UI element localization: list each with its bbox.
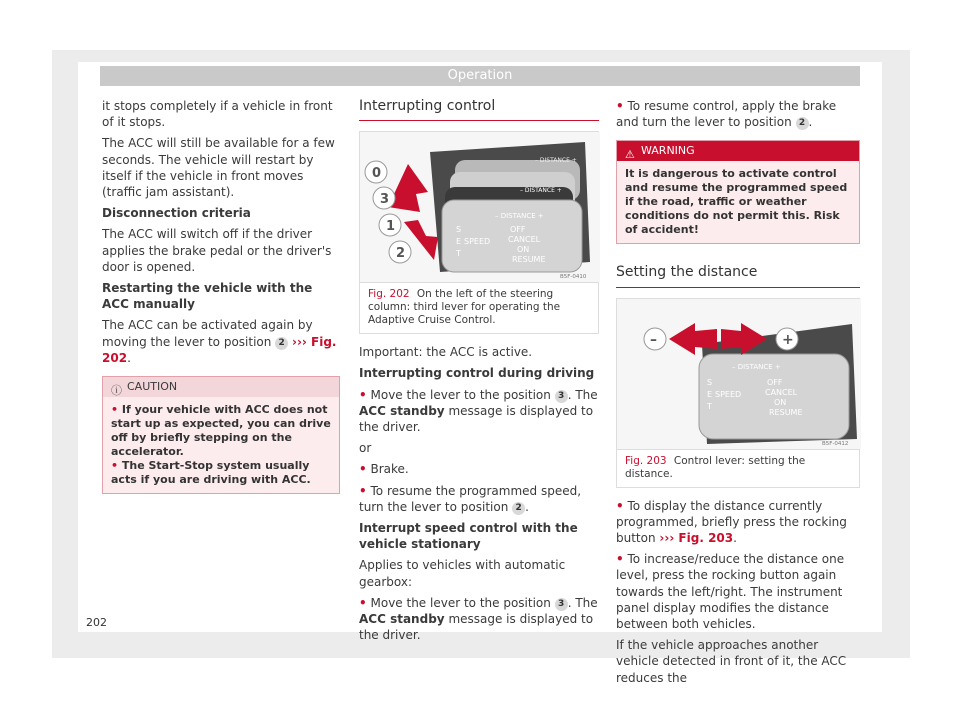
list-item bbox=[359, 461, 599, 477]
list-item bbox=[359, 387, 599, 436]
lever-label: RESUME bbox=[769, 407, 803, 417]
lever-label: – DISTANCE + bbox=[495, 212, 544, 221]
list-item bbox=[111, 403, 331, 459]
figure-caption bbox=[617, 449, 859, 487]
lever-label: S bbox=[707, 377, 713, 387]
text: To resume the programmed speed, turn the lever to position bbox=[359, 483, 582, 514]
paragraph: it stops completely if a vehicle in front of it stops. bbox=[102, 99, 333, 130]
position-number: 2 bbox=[796, 117, 809, 130]
figure-label: Fig. 203 bbox=[625, 454, 667, 467]
caption-text: Control lever: setting the distance. bbox=[625, 454, 806, 480]
caution-title: CAUTION bbox=[127, 380, 178, 394]
figure-image bbox=[617, 299, 859, 449]
bullet-icon: • bbox=[111, 459, 119, 473]
caution-header bbox=[103, 377, 339, 397]
bullet-icon: • bbox=[359, 462, 367, 477]
lever-label: RESUME bbox=[512, 255, 546, 265]
figure-link[interactable]: ››› Fig. 203 bbox=[659, 531, 734, 546]
text: Move the lever to the position bbox=[370, 387, 551, 402]
position-number: 2 bbox=[275, 337, 288, 350]
paragraph: The ACC will switch off if the driver applies the brake pedal or the driver's door is opened. bbox=[102, 227, 332, 274]
lever-label: E bbox=[707, 389, 713, 399]
bullet-icon: • bbox=[616, 552, 624, 567]
page-number: 202 bbox=[86, 616, 107, 629]
text: Move the lever to the position bbox=[370, 595, 551, 610]
lever-label: OFF bbox=[510, 225, 526, 235]
paragraph: or bbox=[359, 441, 372, 456]
position-label: 2 bbox=[396, 246, 406, 262]
paragraph: The ACC can be activated again by moving the lever to position 2 ››› Fig. 202. bbox=[102, 318, 337, 365]
bullet-icon: • bbox=[359, 387, 367, 402]
caution-box bbox=[102, 376, 340, 494]
caution-body bbox=[103, 397, 339, 493]
text: . The bbox=[567, 387, 598, 402]
lever-label: – DISTANCE + bbox=[732, 362, 781, 371]
figure-203 bbox=[616, 298, 860, 488]
column-middle bbox=[359, 98, 599, 648]
lever-label: SPEED bbox=[715, 389, 742, 399]
text: . The bbox=[567, 595, 598, 610]
text: To increase/reduce the distance one level, press the rocking button again towards the left/right. The instrument panel display modifies the distance between both vehicles. bbox=[616, 552, 845, 632]
list-item bbox=[616, 551, 860, 632]
position-label: 3 bbox=[380, 192, 390, 208]
lever-label: T bbox=[707, 401, 712, 411]
lever-label: OFF bbox=[767, 377, 783, 387]
text: message is displayed to the driver. bbox=[359, 612, 594, 643]
figure-link[interactable]: ››› Fig. 202 bbox=[102, 334, 337, 365]
lever-label: SPEED bbox=[464, 237, 491, 247]
position-number: 3 bbox=[555, 598, 568, 611]
figure-image bbox=[360, 132, 598, 282]
paragraph: Applies to vehicles with automatic gearbox: bbox=[359, 558, 566, 589]
section-title: Interrupting control bbox=[359, 98, 599, 121]
section-title: Setting the distance bbox=[616, 264, 860, 287]
warning-body: It is dangerous to activate control and resume the programmed speed if the road, traffic or weather conditions do not permit this. Risk of accident! bbox=[617, 161, 859, 243]
figure-code: B5F-0410 bbox=[560, 274, 587, 281]
caution-icon: ⓘ bbox=[111, 384, 122, 398]
warning-box bbox=[616, 140, 860, 244]
figure-code: B5F-0412 bbox=[822, 440, 849, 447]
list-item bbox=[111, 459, 331, 487]
lever-label: CANCEL bbox=[765, 387, 798, 397]
bullet-icon: • bbox=[359, 483, 367, 498]
warning-icon: ⚠ bbox=[625, 148, 635, 162]
lever-label: S bbox=[456, 225, 462, 235]
text: ACC standby bbox=[359, 403, 445, 418]
list-item bbox=[359, 595, 599, 644]
running-header: Operation bbox=[100, 66, 860, 86]
subheading: Disconnection criteria bbox=[102, 206, 251, 221]
lever-label: CANCEL bbox=[508, 235, 541, 245]
subheading: Interrupt speed control with the vehicle stationary bbox=[359, 521, 578, 552]
lever-label: ON bbox=[517, 245, 530, 255]
lever-label: T bbox=[456, 249, 461, 259]
paragraph: The ACC will still be available for a few seconds. The vehicle will restart by itself if the vehicle in front moves (traffic jam assistant). bbox=[102, 136, 335, 200]
lever-label: ON bbox=[774, 397, 787, 407]
column-right bbox=[616, 98, 860, 691]
text: To display the distance currently programmed, briefly press the rocking button bbox=[616, 498, 847, 546]
lever-label: E bbox=[456, 237, 462, 247]
figure-label: Fig. 202 bbox=[368, 288, 410, 301]
position-number: 3 bbox=[555, 390, 568, 403]
warning-header bbox=[617, 141, 859, 161]
list-item: • To resume control, apply the brake and turn the lever to position 2 . bbox=[616, 99, 837, 130]
position-number: 2 bbox=[512, 502, 525, 515]
text: message is displayed to the driver. bbox=[359, 403, 594, 435]
text: If your vehicle with ACC does not start up as expected, you can drive off by briefly stepping on the accelerator. bbox=[111, 403, 331, 459]
text: To resume control, apply the brake and turn the lever to position bbox=[616, 99, 837, 130]
plus-label: + bbox=[782, 331, 794, 348]
minus-label: – bbox=[650, 331, 657, 348]
warning-title: WARNING bbox=[641, 144, 695, 158]
paragraph: Important: the ACC is active. bbox=[359, 345, 533, 360]
bullet-icon: • bbox=[616, 99, 624, 113]
caption-text: On the left of the steering column: third lever for operating the Adaptive Cruise Control. bbox=[368, 288, 561, 327]
subheading: Interrupting control during driving bbox=[359, 366, 595, 381]
lever-label: – DISTANCE + bbox=[520, 187, 562, 195]
bullet-icon: • bbox=[111, 403, 119, 417]
figure-202 bbox=[359, 131, 599, 334]
subheading: Restarting the vehicle with the ACC manually bbox=[102, 281, 313, 312]
text: The ACC can be activated again by moving the lever to position bbox=[102, 318, 313, 349]
list-item: • To display the distance currently programmed, briefly press the rocking button ››› Fig. 203. bbox=[616, 498, 847, 546]
text: The Start-Stop system usually acts if you are driving with ACC. bbox=[111, 459, 311, 487]
text: ACC standby bbox=[359, 612, 445, 627]
column-left bbox=[102, 98, 340, 494]
list-item: • To resume the programmed speed, turn the lever to position 2 . bbox=[359, 483, 582, 514]
lever-illustration bbox=[360, 132, 600, 282]
position-label: 1 bbox=[386, 219, 396, 235]
bullet-icon: • bbox=[616, 498, 624, 513]
position-label: 0 bbox=[372, 166, 382, 182]
bullet-icon: • bbox=[359, 595, 367, 610]
lever-label: – DISTANCE + bbox=[535, 157, 577, 165]
text: Brake. bbox=[370, 462, 409, 477]
figure-caption bbox=[360, 282, 598, 333]
paragraph: If the vehicle approaches another vehicle detected in front of it, the ACC reduces the bbox=[616, 638, 847, 685]
lever-distance-illustration bbox=[617, 299, 861, 449]
